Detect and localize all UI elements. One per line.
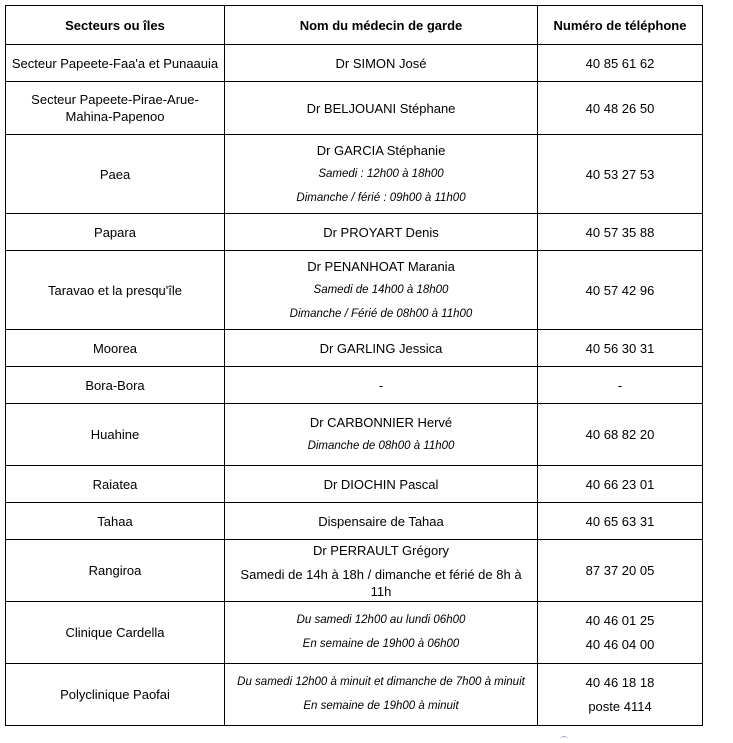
schedule-line: Dimanche / Férié de 08h00 à 11h00 — [289, 307, 473, 320]
doctor-cell — [225, 367, 538, 404]
table-row — [6, 214, 703, 251]
table-row — [6, 404, 703, 466]
phone-number: 87 37 20 05 — [585, 563, 655, 578]
phone-cell — [538, 602, 703, 664]
schedule-line: Samedi de 14h à 18h / dimanche et férié de 8h à 11h — [240, 566, 522, 599]
header-row — [6, 6, 703, 45]
table-row — [6, 135, 703, 214]
sector-cell: Rangiroa — [6, 540, 225, 602]
doctor-cell — [225, 82, 538, 135]
on-call-doctors-table — [5, 5, 703, 726]
doctor-name: Dr PROYART Denis — [323, 224, 439, 240]
phone-number: 40 46 18 18 — [585, 675, 655, 690]
phone-number: 40 66 23 01 — [585, 476, 655, 492]
doctor-cell — [225, 45, 538, 82]
phone-cell — [538, 45, 703, 82]
doctor-cell — [225, 466, 538, 503]
phone-cell — [538, 466, 703, 503]
phone-number: 40 57 42 96 — [585, 282, 655, 298]
sector-cell: Taravao et la presqu'île — [6, 251, 225, 330]
phone-number: 40 56 30 31 — [585, 340, 655, 356]
doctor-name: Dr GARLING Jessica — [319, 340, 443, 356]
phone-number: 40 85 61 62 — [585, 55, 655, 71]
table-body — [6, 45, 703, 726]
schedule-line: En semaine de 19h00 à minuit — [303, 700, 459, 712]
sector-cell: Huahine — [6, 404, 225, 466]
phone-number: 40 65 63 31 — [585, 513, 655, 529]
doctor-cell — [225, 404, 538, 466]
sector-cell: Moorea — [6, 330, 225, 367]
schedule-line: Du samedi 12h00 à minuit et dimanche de 7h00 à minuit — [237, 676, 525, 688]
doctor-name: Dr BELJOUANI Stéphane — [306, 100, 456, 116]
phone-number: 40 48 26 50 — [585, 100, 655, 116]
phone-cell — [538, 404, 703, 466]
schedule-line: Dimanche / férié : 09h00 à 11h00 — [296, 191, 466, 204]
sector-cell: Tahaa — [6, 503, 225, 540]
phone-number: 40 53 27 53 — [585, 166, 655, 182]
phone-cell — [538, 330, 703, 367]
phone-cell — [538, 664, 703, 726]
doctor-cell — [225, 664, 538, 726]
doctor-name: Dr PENANHOAT Marania — [307, 258, 455, 274]
doctor-cell — [225, 602, 538, 664]
table-row — [6, 466, 703, 503]
doctor-name: Dr DIOCHIN Pascal — [323, 476, 439, 492]
phone-cell — [538, 251, 703, 330]
table-row — [6, 602, 703, 664]
doctor-name: Dr SIMON José — [335, 55, 427, 71]
phone-cell — [538, 82, 703, 135]
doctor-cell — [225, 251, 538, 330]
doctor-cell — [225, 330, 538, 367]
doctor-name: Dr PERRAULT Grégory — [312, 542, 450, 558]
header-sector: Secteurs ou îles — [6, 6, 225, 45]
sector-cell: Secteur Papeete-Faa'a et Punaauia — [6, 45, 225, 82]
doctor-name: - — [378, 377, 384, 393]
header-phone: Numéro de téléphone — [538, 6, 703, 45]
phone-extra: 40 46 04 00 — [585, 637, 655, 652]
doctor-name: Dr CARBONNIER Hervé — [309, 415, 453, 430]
schedule-line: En semaine de 19h00 à 06h00 — [302, 638, 460, 650]
schedule-line: Samedi : 12h00 à 18h00 — [318, 167, 444, 180]
phone-cell — [538, 367, 703, 404]
table-row — [6, 540, 703, 602]
sector-cell: Paea — [6, 135, 225, 214]
schedule-line: Du samedi 12h00 au lundi 06h00 — [296, 614, 466, 626]
sector-cell: Raiatea — [6, 466, 225, 503]
doctor-cell — [225, 214, 538, 251]
phone-cell — [538, 540, 703, 602]
schedule-line: Samedi de 14h00 à 18h00 — [313, 283, 449, 296]
table-row — [6, 664, 703, 726]
phone-cell — [538, 503, 703, 540]
sector-cell: Bora-Bora — [6, 367, 225, 404]
phone-extra: poste 4114 — [588, 699, 652, 714]
sector-cell: Clinique Cardella — [6, 602, 225, 664]
table-row — [6, 503, 703, 540]
phone-cell — [538, 214, 703, 251]
phone-cell — [538, 135, 703, 214]
phone-number: - — [617, 377, 623, 393]
phone-number: 40 68 82 20 — [585, 427, 655, 442]
sector-cell: Papara — [6, 214, 225, 251]
doctor-name: Dispensaire de Tahaa — [318, 513, 444, 529]
doctor-cell — [225, 503, 538, 540]
table-row — [6, 45, 703, 82]
sector-cell: Polyclinique Paofai — [6, 664, 225, 726]
header-doctor: Nom du médecin de garde — [225, 6, 538, 45]
doctor-name: Dr GARCIA Stéphanie — [316, 142, 446, 158]
doctor-cell — [225, 540, 538, 602]
table-row — [6, 82, 703, 135]
table-row — [6, 367, 703, 404]
sector-cell: Secteur Papeete-Pirae-Arue-Mahina-Papenoo — [6, 82, 225, 135]
doctor-cell — [225, 135, 538, 214]
phone-number: 40 46 01 25 — [585, 613, 655, 628]
schedule-line: Dimanche de 08h00 à 11h00 — [307, 440, 455, 452]
table-row — [6, 330, 703, 367]
table-row — [6, 251, 703, 330]
phone-number: 40 57 35 88 — [585, 224, 655, 240]
